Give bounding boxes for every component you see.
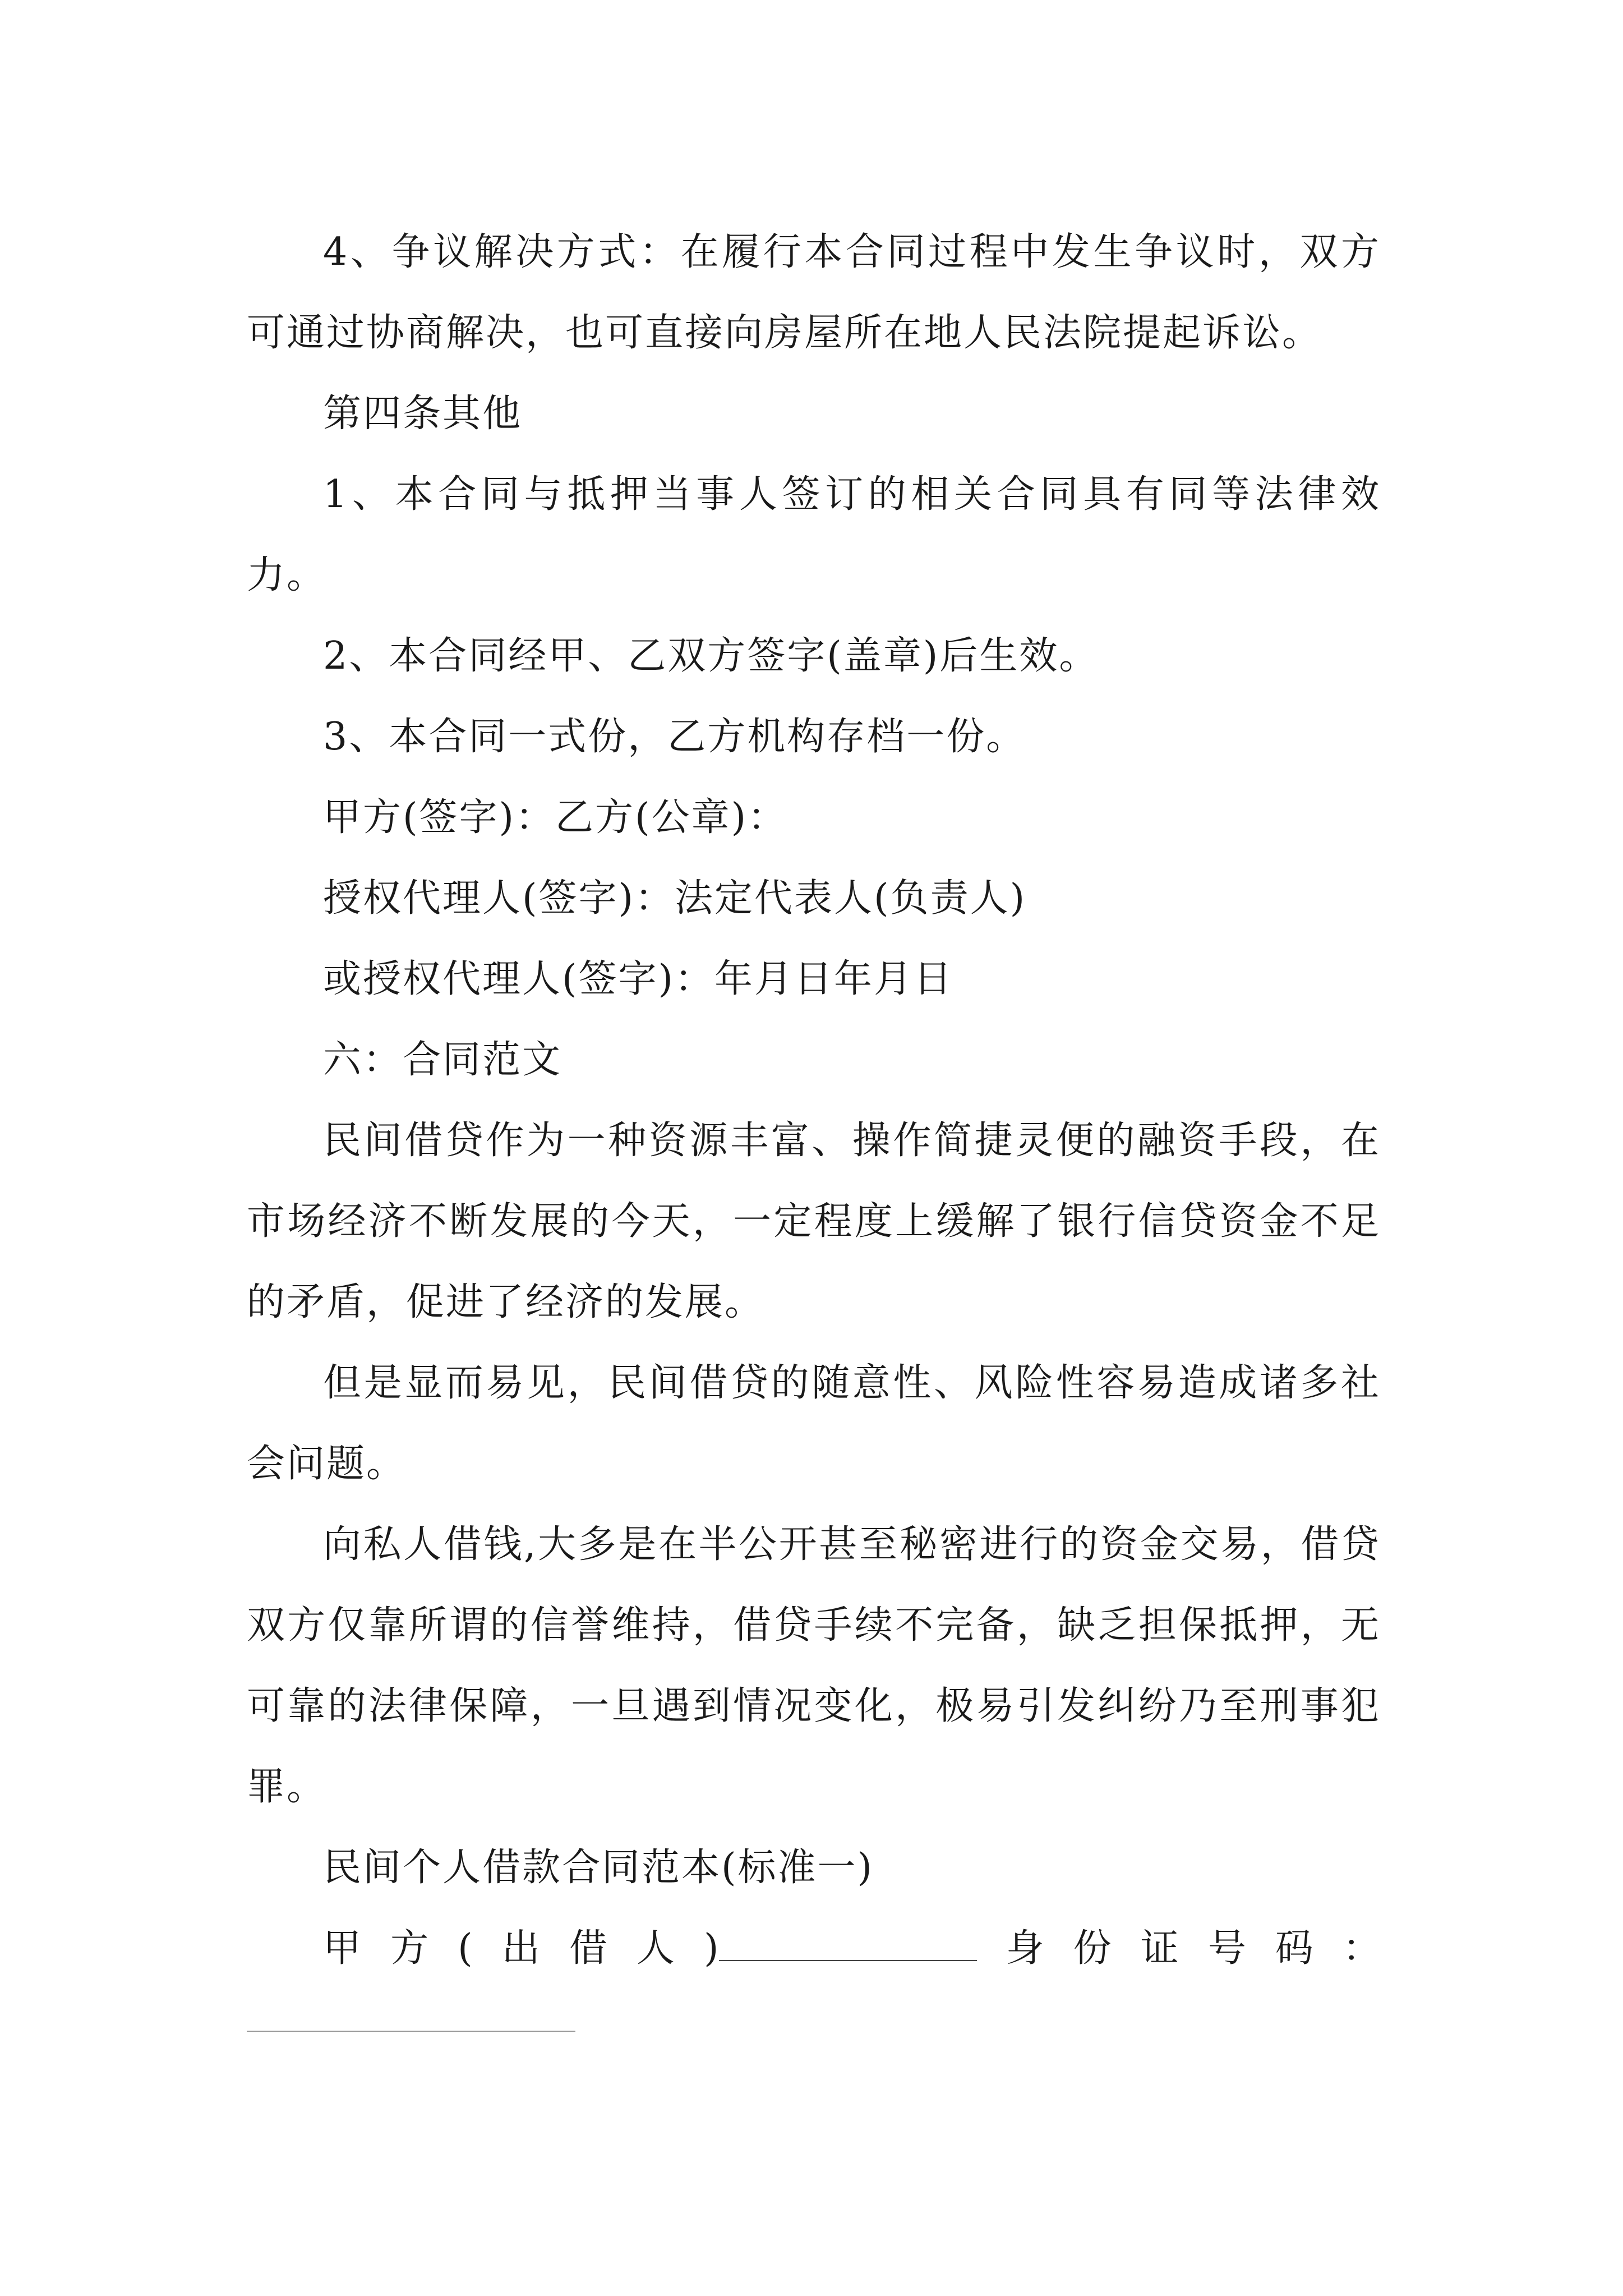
lender-id-line <box>247 1908 1381 1989</box>
paragraph-agent-date: 或授权代理人(签字)：年月日年月日 <box>323 957 954 1001</box>
paragraph-authorized-agent: 授权代理人(签字)：法定代表人(负责人) <box>323 876 1027 921</box>
paragraph-dispute-resolution: 4、争议解决方式：在履行本合同过程中发生争议时，双方可通过协商解决，也可直接向房屋所在地人民法院提起诉讼。 <box>247 230 1381 355</box>
footnote-separator <box>247 2031 575 2032</box>
paragraph-section-six-heading: 六：合同范文 <box>323 1038 562 1082</box>
paragraph-private-borrowing: 向私人借钱,大多是在半公开甚至秘密进行的资金交易，借贷双方仅靠所谓的信誉维持，借贷手续不完备，缺乏担保抵押，无可靠的法律保障，一旦遇到情况变化，极易引发纠纷乃至刑事犯罪。 <box>247 1522 1381 1809</box>
paragraph-party-signatures: 甲方(签字)：乙方(公章)： <box>323 795 788 840</box>
id-number-label: 身份证号码： <box>976 1926 1381 1971</box>
paragraph-clause-1: 1、本合同与抵押当事人签订的相关合同具有同等法律效力。 <box>247 472 1381 597</box>
lender-label: 甲方(出借人) <box>323 1926 719 1971</box>
paragraph-contract-template-title: 民间个人借款合同范本(标准一) <box>323 1846 874 1890</box>
paragraph-clause-3: 3、本合同一式份，乙方机构存档一份。 <box>323 715 1026 759</box>
paragraph-private-lending-intro: 民间借贷作为一种资源丰富、操作简捷灵便的融资手段，在市场经济不断发展的今天，一定程度上缓解了银行信贷资金不足的矛盾，促进了经济的发展。 <box>247 1119 1381 1324</box>
paragraph-clause-2: 2、本合同经甲、乙双方签字(盖章)后生效。 <box>323 634 1099 678</box>
document-body <box>247 212 1381 1989</box>
paragraph-private-lending-risk: 但是显而易见，民间借贷的随意性、风险性容易造成诸多社会问题。 <box>247 1361 1381 1486</box>
paragraph-article-four-heading: 第四条其他 <box>323 392 523 436</box>
lender-name-blank <box>719 1923 977 1961</box>
